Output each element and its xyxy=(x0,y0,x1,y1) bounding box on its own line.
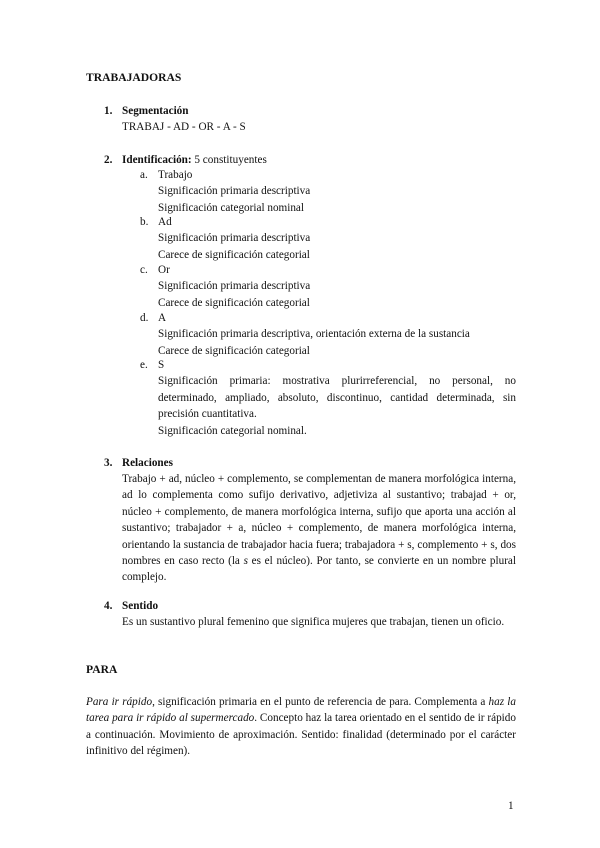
section-number: 3. xyxy=(104,457,113,469)
section-number: 2. xyxy=(104,154,113,166)
page-number: 1 xyxy=(508,800,514,812)
item-line: Or xyxy=(158,264,170,276)
item-lines xyxy=(158,167,516,216)
section-body-part: es el núcleo). Por tanto, se convierte en un nombre plural complejo. xyxy=(122,555,517,584)
item-line: Carece de significación categorial xyxy=(158,248,310,261)
para-italic: Para ir rápido xyxy=(86,696,153,708)
section-title: Segmentación xyxy=(122,105,189,117)
item-lines xyxy=(158,310,516,359)
document-title: TRABAJADORAS xyxy=(86,71,182,84)
item-line: Significación primaria descriptiva xyxy=(158,185,311,198)
item-line: A xyxy=(158,312,167,324)
section-title xyxy=(122,152,267,168)
item-line: Significación categorial nominal. xyxy=(158,424,307,437)
item-letter: d. xyxy=(140,312,149,324)
item-line: Carece de significación categorial xyxy=(158,344,310,357)
section-number: 4. xyxy=(104,600,113,612)
section-body: TRABAJ - AD - OR - A - S xyxy=(122,121,246,133)
para-italic: haz la tarea para ir rápido al supermercado xyxy=(86,696,516,725)
item-line: Ad xyxy=(158,216,172,228)
item-line: Significación categorial nominal xyxy=(158,201,305,214)
section-body-italic: s xyxy=(243,555,248,568)
section-body: Es un sustantivo plural femenino que significa mujeres que trabajan, tienen un oficio. xyxy=(122,616,505,628)
item-letter: c. xyxy=(140,264,148,276)
item-lines xyxy=(158,214,516,263)
item-line: Trabajo xyxy=(158,169,193,181)
section-title: Relaciones xyxy=(122,457,173,469)
item-letter: e. xyxy=(140,359,148,371)
item-letter: b. xyxy=(140,216,149,228)
item-line: Carece de significación categorial xyxy=(158,296,310,309)
item-line: S xyxy=(158,359,165,371)
para-paragraph xyxy=(86,694,516,760)
section-title-suffix: 5 constituyentes xyxy=(194,154,267,166)
para-text-part: . Concepto haz la tarea orientado en el sentido de ir rápido a continuación. Movimiento de aproximación. Sentido: finalidad (determinado por el carácter infinitivo del régimen). xyxy=(86,712,516,758)
para-heading: PARA xyxy=(86,663,118,676)
section-body xyxy=(122,471,516,586)
section-title-label: Identificación: xyxy=(122,154,192,166)
section-title: Sentido xyxy=(122,600,159,612)
item-line: Significación primaria descriptiva xyxy=(158,232,311,245)
section-number: 1. xyxy=(104,105,113,117)
item-line: Significación primaria: mostrativa plurirreferencial, no personal, no determinado, ampliado, absoluto, discontinuo, cantidad determinada, sin precisión cuantitativa. xyxy=(158,375,516,421)
para-text-part: , significación primaria en el punto de referencia de para. Complementa a xyxy=(152,696,489,708)
section-body-part: Trabajo + ad, núcleo + complemento, se complementan de manera morfológica interna, ad lo complementa como sufijo derivativo, adjetiviza al sustantivo; trabajad + or, núcleo + complemento, de manera morfológica interna, sufijo que aporta una acción al sustantivo; trabajador + a, núcleo + complemento, de manera morfológica interna, orientando la sustancia de trabajador hacia fuera; trabajadora + s, complemento + s, dos nombres en caso recto (la xyxy=(122,473,516,568)
item-lines xyxy=(158,357,516,439)
item-letter: a. xyxy=(140,169,148,181)
item-line: Significación primaria descriptiva xyxy=(158,280,311,293)
item-line: Significación primaria descriptiva, orientación externa de la sustancia xyxy=(158,328,470,341)
item-lines xyxy=(158,262,516,311)
